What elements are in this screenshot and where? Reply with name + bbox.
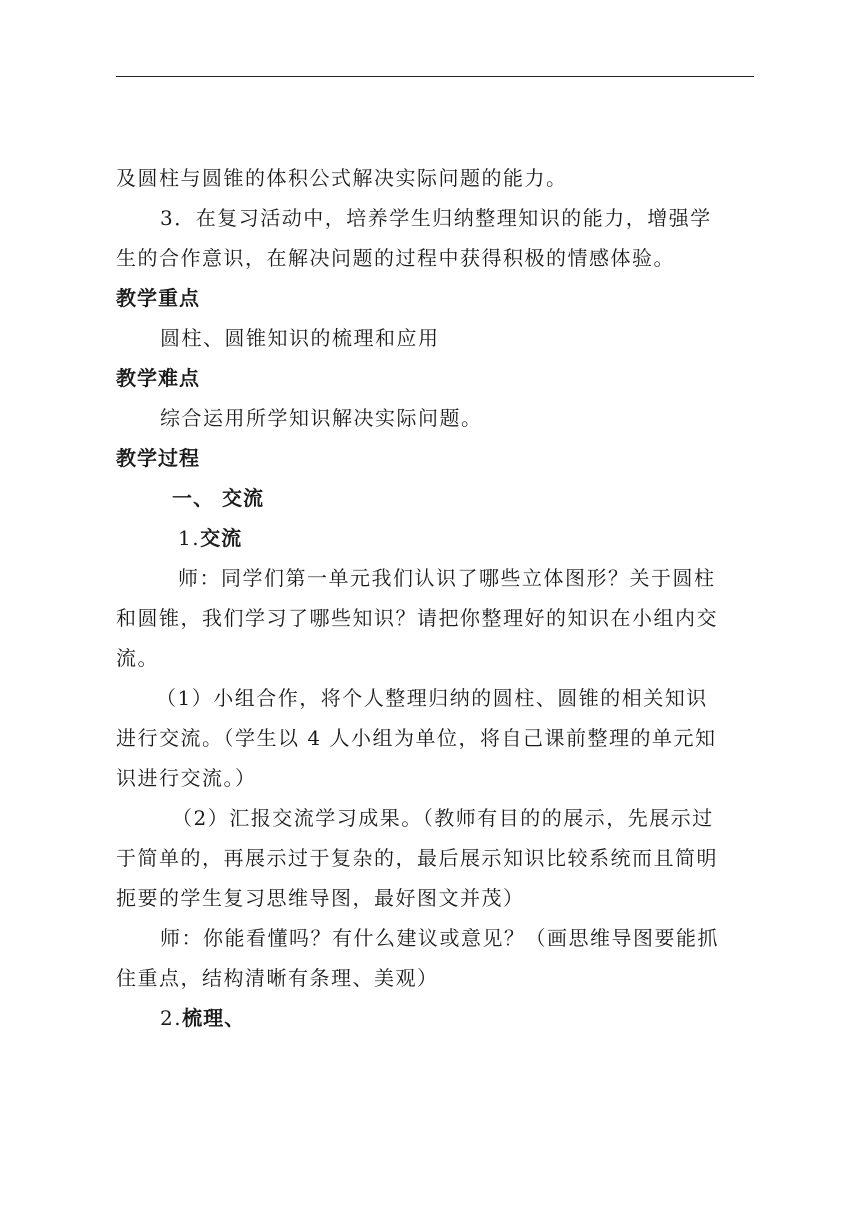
key-points-text: 圆柱、圆锥知识的梳理和应用 [160, 326, 440, 350]
paragraph-line: 识进行交流。） [116, 766, 257, 790]
teacher-line: 师：你能看懂吗？有什么建议或意见？（画思维导图要能抓 [160, 926, 719, 950]
item-2-line: （2）汇报交流学习成果。（教师有目的的展示，先展示过 [172, 806, 714, 830]
section-1-title: 一、 交流 [172, 486, 264, 510]
header-rule [116, 76, 754, 77]
paragraph-line: 扼要的学生复习思维导图，最好图文并茂） [116, 886, 525, 910]
subsection-1-label: 交流 [200, 526, 243, 550]
heading-key-points: 教学重点 [116, 286, 200, 310]
teacher-line: 师：同学们第一单元我们认识了哪些立体图形？关于圆柱 [178, 566, 716, 590]
heading-process: 教学过程 [116, 446, 200, 470]
document-body [116, 158, 756, 1038]
paragraph-line: 及圆柱与圆锥的体积公式解决实际问题的能力。 [116, 166, 568, 190]
difficulties-text: 综合运用所学知识解决实际问题。 [160, 406, 483, 430]
paragraph-line: 于简单的，再展示过于复杂的，最后展示知识比较系统而且简明 [116, 846, 718, 870]
subsection-2-number: 2. [160, 1006, 183, 1030]
paragraph-line: 住重点，结构清晰有条理、美观） [116, 966, 439, 990]
subsection-1-title [116, 518, 756, 558]
subsection-2-label: 梳理、 [182, 1006, 246, 1030]
paragraph-line: 生的合作意识，在解决问题的过程中获得积极的情感体验。 [116, 246, 675, 270]
item-1-line: （1）小组合作，将个人整理归纳的圆柱、圆锥的相关知识 [156, 686, 708, 710]
paragraph-line: 和圆锥，我们学习了哪些知识？请把你整理好的知识在小组内交 [116, 606, 718, 630]
objective-3-line: 3．在复习活动中，培养学生归纳整理知识的能力，增强学 [160, 206, 712, 230]
paragraph-line: 流。 [116, 646, 159, 670]
paragraph-line: 进行交流。（学生以 4 人小组为单位，将自己课前整理的单元知 [116, 726, 717, 750]
subsection-2-title [116, 998, 756, 1038]
heading-difficulties: 教学难点 [116, 366, 200, 390]
subsection-1-number: 1. [178, 526, 201, 550]
